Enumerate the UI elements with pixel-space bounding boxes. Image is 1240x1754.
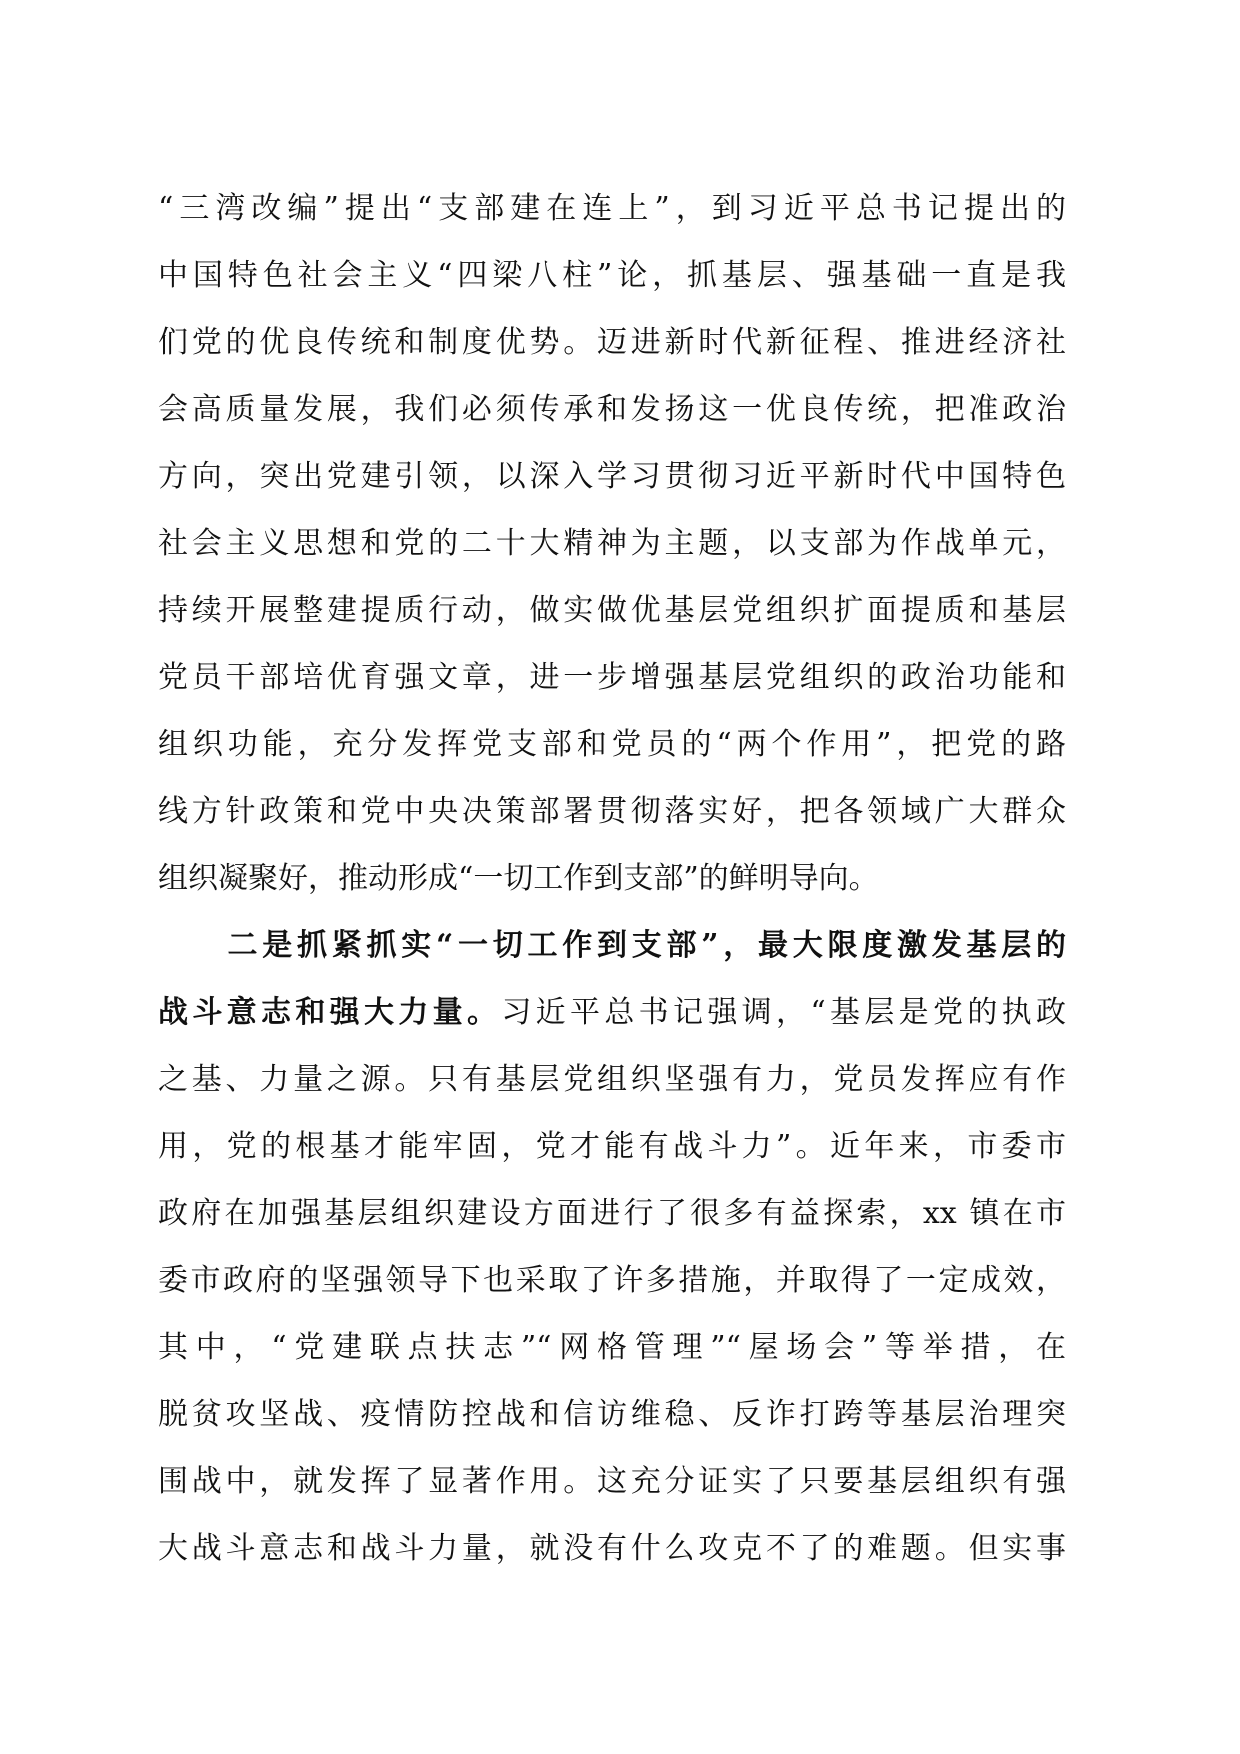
text-line — [158, 979, 1066, 1046]
text-segment: 政府在加强基层组织建设方面进行了很多有益探索，xx 镇在市 — [158, 1196, 1066, 1231]
text-segment: 大战斗意志和战斗力量，就没有什么攻克不了的难题。但实事 — [158, 1531, 1066, 1566]
document-body — [158, 175, 1066, 1582]
text-segment: 线方针政策和党中央决策部署贯彻落实好，把各领域广大群众 — [158, 794, 1066, 829]
text-line — [158, 376, 1066, 443]
text-line — [158, 1113, 1066, 1180]
text-line — [158, 510, 1066, 577]
bold-heading-segment: 战斗意志和强大力量。 — [158, 995, 502, 1030]
text-segment: 组织凝聚好，推动形成“一切工作到支部”的鲜明导向。 — [158, 861, 879, 896]
text-line — [158, 242, 1066, 309]
text-line — [158, 1314, 1066, 1381]
text-segment: 们党的优良传统和制度优势。迈进新时代新征程、推进经济社 — [158, 325, 1066, 360]
text-segment: 社会主义思想和党的二十大精神为主题，以支部为作战单元， — [158, 526, 1066, 561]
text-segment: 中国特色社会主义“四梁八柱”论，抓基层、强基础一直是我 — [158, 258, 1066, 293]
text-line — [158, 1515, 1066, 1582]
bold-heading-segment: 二是抓紧抓实“一切工作到支部”，最大限度激发基层的 — [158, 928, 1066, 963]
text-segment: 组织功能，充分发挥党支部和党员的“两个作用”，把党的路 — [158, 727, 1066, 762]
text-segment: 持续开展整建提质行动，做实做优基层党组织扩面提质和基层 — [158, 593, 1066, 628]
text-line — [158, 1381, 1066, 1448]
text-line — [158, 1180, 1066, 1247]
text-segment: 委市政府的坚强领导下也采取了许多措施，并取得了一定成效， — [158, 1263, 1066, 1298]
text-line — [158, 1046, 1066, 1113]
text-line — [158, 1448, 1066, 1515]
text-segment: 其中，“党建联点扶志”“网格管理”“屋场会”等举措，在 — [158, 1330, 1066, 1365]
text-segment: 之基、力量之源。只有基层党组织坚强有力，党员发挥应有作 — [158, 1062, 1066, 1097]
text-segment: 围战中，就发挥了显著作用。这充分证实了只要基层组织有强 — [158, 1464, 1066, 1499]
text-segment: 党员干部培优育强文章，进一步增强基层党组织的政治功能和 — [158, 660, 1066, 695]
text-segment: 习近平总书记强调，“基层是党的执政 — [501, 995, 1067, 1030]
text-line — [158, 912, 1066, 979]
text-line — [158, 845, 1066, 912]
text-line — [158, 309, 1066, 376]
text-segment: 会高质量发展，我们必须传承和发扬这一优良传统，把准政治 — [158, 392, 1066, 427]
text-line — [158, 644, 1066, 711]
text-line — [158, 175, 1066, 242]
text-segment: 方向，突出党建引领，以深入学习贯彻习近平新时代中国特色 — [158, 459, 1066, 494]
text-line — [158, 711, 1066, 778]
text-line — [158, 577, 1066, 644]
text-line — [158, 778, 1066, 845]
text-segment: 脱贫攻坚战、疫情防控战和信访维稳、反诈打跨等基层治理突 — [158, 1397, 1066, 1432]
paragraph-1 — [158, 175, 1066, 912]
text-segment: 用，党的根基才能牢固，党才能有战斗力”。近年来，市委市 — [158, 1129, 1066, 1164]
text-line — [158, 443, 1066, 510]
text-line — [158, 1247, 1066, 1314]
text-segment: “三湾改编”提出“支部建在连上”，到习近平总书记提出的 — [158, 191, 1066, 226]
paragraph-2 — [158, 912, 1066, 1582]
